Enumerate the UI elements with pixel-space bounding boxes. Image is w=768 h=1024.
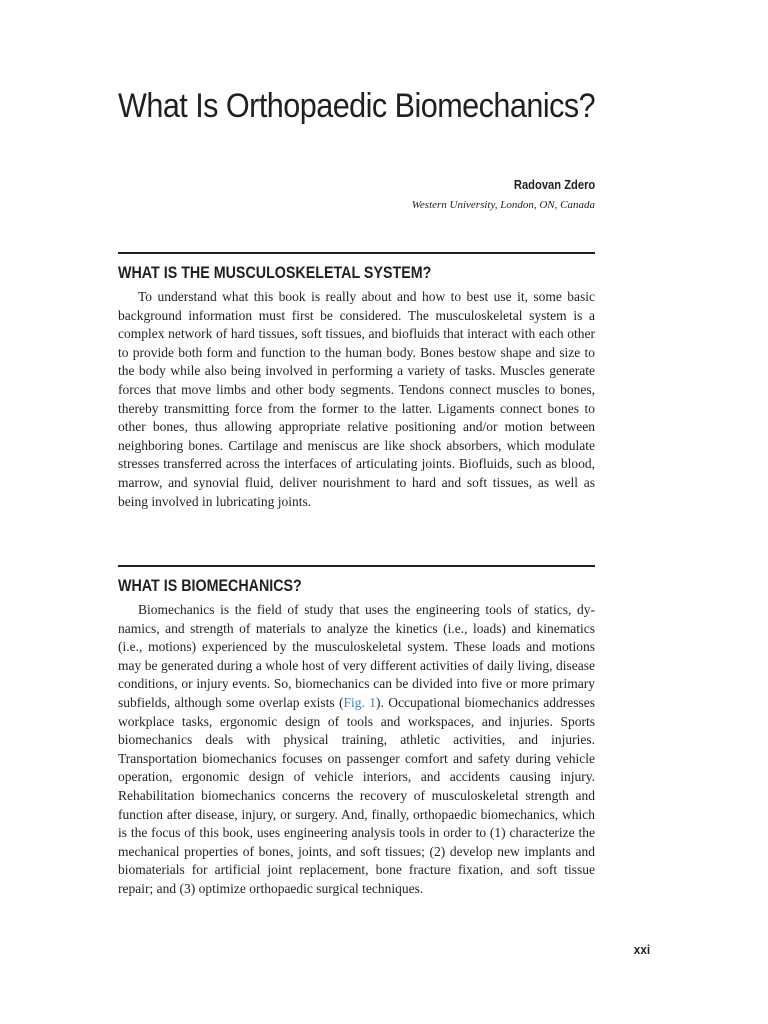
section-divider xyxy=(118,565,595,567)
section-biomechanics xyxy=(118,565,595,899)
section-musculoskeletal-system xyxy=(118,252,595,511)
section-heading: WHAT IS THE MUSCULOSKELETAL SYSTEM? xyxy=(118,263,432,282)
section-divider xyxy=(118,252,595,254)
page-number: xxi xyxy=(633,942,650,957)
figure-1-link[interactable]: Fig. 1 xyxy=(343,694,377,710)
paragraph-text-before-link: Biomechanics is the field of study that uses the engineering tools of statics, dynamics, and strength of materials to analyze the kinetics (i.e., loads) and kinematics (i.e., motions) experienced by the musculoskeletal system. These loads and motions may be generated during a whole host of very different activities of daily living, disease conditions, or injury events. So, biomechanics can be divided into five or more primary subfields, although some overlap exists ( xyxy=(118,602,595,710)
author-affiliation: Western University, London, ON, Canada xyxy=(411,199,595,211)
section-heading: WHAT IS BIOMECHANICS? xyxy=(118,576,302,595)
paragraph-text-after-link: ). Occupational biomechanics addresses workplace tasks, ergonomic design of tools and workspaces, and injuries. Sports biomechanics deals with physical training, athletic activities, and injuries. Transportation biomechanics focuses on passenger comfort and safety during vehicle operation, ergonomic design of vehicle interiors, and accidents causing injury. Rehabilitation biomechanics concerns the recovery of musculoskeletal strength and function after disease, injury, or surgery. And, finally, orthopaedic biomechanics, which is the focus of this book, uses engineering analysis tools in order to (1) characterize the mechanical properties of bones, joints, and soft tissues; (2) develop new implants and biomaterials for artificial joint replacement, bone fracture fixation, and soft tissue repair; and (3) optimize orthopaedic surgical techniques. xyxy=(118,694,595,896)
author-name: Radovan Zdero xyxy=(513,177,595,192)
byline xyxy=(412,176,595,212)
section-paragraph xyxy=(118,601,595,899)
page-title: What Is Orthopaedic Biomechanics? xyxy=(118,87,596,125)
section-paragraph: To understand what this book is really about and how to best use it, some basic background information must first be considered. The musculoskeletal system is a complex network of hard tissues, soft tissues, and biofluids that interact with each other to provide both form and function to the human body. Bones bestow shape and size to the body while also being involved in performing a variety of tasks. Muscles generate forces that move limbs and other body segments. Tendons connect muscles to bones, thereby transmitting force from the former to the latter. Ligaments connect bones to other bones, thus allowing appropriate relative positioning and/or motion between neighboring bones. Cartilage and meniscus are like shock absorbers, which modulate stresses transferred across the interfaces of articulating joints. Biofluids, such as blood, marrow, and synovial fluid, deliver nourishment to hard and soft tissues, as well as being involved in lubricating joints. xyxy=(118,289,595,509)
